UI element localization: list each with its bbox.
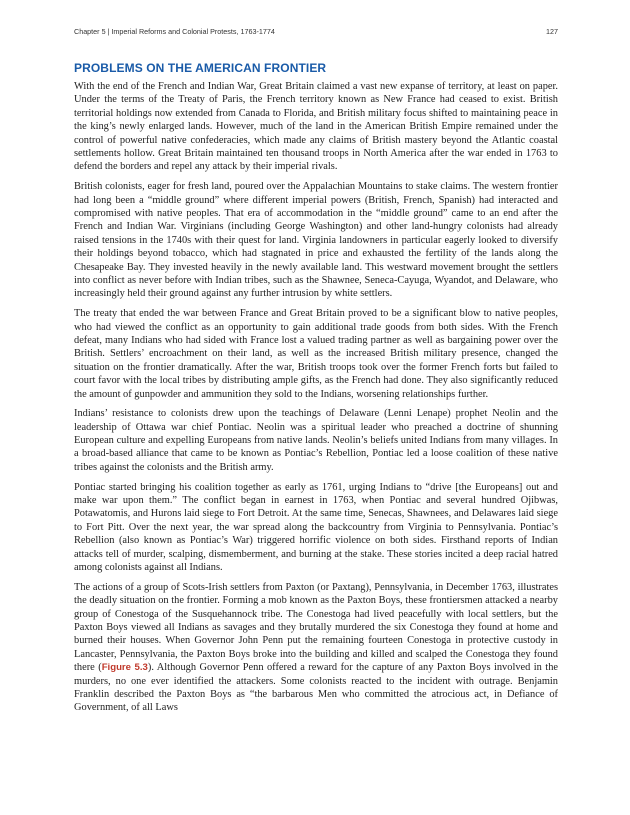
paragraph xyxy=(74,581,558,715)
running-header xyxy=(74,27,558,36)
paragraph: Indians’ resistance to colonists drew upon the teachings of Delaware (Lenni Lenape) prophet Neolin and the leadership of Ottawa war chief Pontiac. Neolin was a spiritual leader who preached a doctrine of shunning European culture and expelling Europeans from native lands. Neolin’s beliefs united Indians from many villages. In a broad-based alliance that came to be known as Pontiac’s Rebellion, Pontiac led a loose coalition of these native tribes against the colonists and the British army. xyxy=(74,408,558,473)
paragraph-text: ). Although Governor Penn offered a reward for the capture of any Paxton Boys involved in the murders, no one ever identified the attackers. Some colonists reacted to the incident with outrage. Benjamin Franklin described the Paxton Boys as “the barbarous Men who committed the atrocious act, in Defiance of Government, of all Laws xyxy=(74,662,558,714)
figure-link[interactable]: Figure 5.3 xyxy=(101,662,148,674)
chapter-title: Chapter 5 | Imperial Reforms and Colonial Protests, 1763-1774 xyxy=(74,27,275,36)
section-heading: PROBLEMS ON THE AMERICAN FRONTIER xyxy=(74,61,327,75)
body-text xyxy=(74,80,558,721)
paragraph: The treaty that ended the war between France and Great Britain proved to be a significant blow to native peoples, who had viewed the conflict as an opportunity to gain additional trade goods from both sides. With the French defeat, many Indians who had sided with France lost a valued trading partner as well as bargaining power over the British. Settlers’ encroachment on their land, as well as the increased British military presence, changed the situation on the frontier dramatically. After the war, British troops took over the former French forts but failed to court favor with the local tribes by distributing ample gifts, as the French had done. They also significantly reduced the amount of gunpowder and ammunition they sold to the Indians, worsening relationships further. xyxy=(74,308,558,400)
paragraph: Pontiac started bringing his coalition together as early as 1761, urging Indians to “drive [the Europeans] out and make war upon them.” The conflict began in earnest in 1763, when Pontiac and several hundred Ojibwas, Potawatomis, and Hurons laid siege to Fort Detroit. At the same time, Senecas, Shawnees, and Delawares laid siege to Fort Pitt. Over the next year, the war spread along the backcountry from Virginia to Pennsylvania. Pontiac’s Rebellion (also known as Pontiac’s War) triggered horrific violence on both sides. Firsthand reports of Indian attacks tell of murder, scalping, dismemberment, and burning at the stake. These stories incited a deep racial hatred among colonists against all Indians. xyxy=(74,481,558,573)
paragraph-text: The actions of a group of Scots-Irish settlers from Paxton (or Paxtang), Pennsylvania, in December 1763, illustrates the deadly situation on the frontier. Forming a mob known as the Paxton Boys, these frontiersmen attacked a nearby group of Conestoga of the Susquehannock tribe. The Conestoga had lived peacefully with local settlers, but the Paxton Boys viewed all Indians as savages and they brutally murdered the six Conestoga they found at home and burned their houses. When Governor John Penn put the remaining fourteen Conestoga in protective custody in Lancaster, Pennsylvania, the Paxton Boys broke into the building and killed and scalped the Conestoga they found there ( xyxy=(74,581,558,674)
paragraph: British colonists, eager for fresh land, poured over the Appalachian Mountains to stake claims. The western frontier had long been a “middle ground” where different imperial powers (British, French, Spanish) had interacted and compromised with native peoples. That era of accommodation in the “middle ground” came to an end after the French and Indian War. Virginians (including George Washington) and other land-hungry colonists had already raised tensions in the 1740s with their quest for land. Virginia landowners in particular eagerly looked to diversify their holdings beyond tobacco, which had stagnated in price and exhausted the fertility of the lands along the Chesapeake Bay. They invested heavily in the newly available land. This westward movement brought the settlers into conflict as never before with Indian tribes, such as the Shawnee, Seneca-Cayuga, Wyandot, and Delaware, who increasingly held their ground against any further intrusion by white settlers. xyxy=(74,181,558,300)
paragraph: With the end of the French and Indian War, Great Britain claimed a vast new expanse of territory, at least on paper. Under the terms of the Treaty of Paris, the French territory known as New France had ceased to exist. British territorial holdings now extended from Canada to Florida, and British military focus shifted to maintaining peace in the king’s newly enlarged lands. However, much of the land in the American British Empire remained under the control of powerful native confederacies, which made any claims of British mastery beyond the Atlantic coastal settlements hollow. Great Britain maintained ten thousand troops in North America after the war ended in 1763 to defend the borders and repel any attack by their imperial rivals. xyxy=(74,81,558,173)
page-number: 127 xyxy=(546,27,558,36)
